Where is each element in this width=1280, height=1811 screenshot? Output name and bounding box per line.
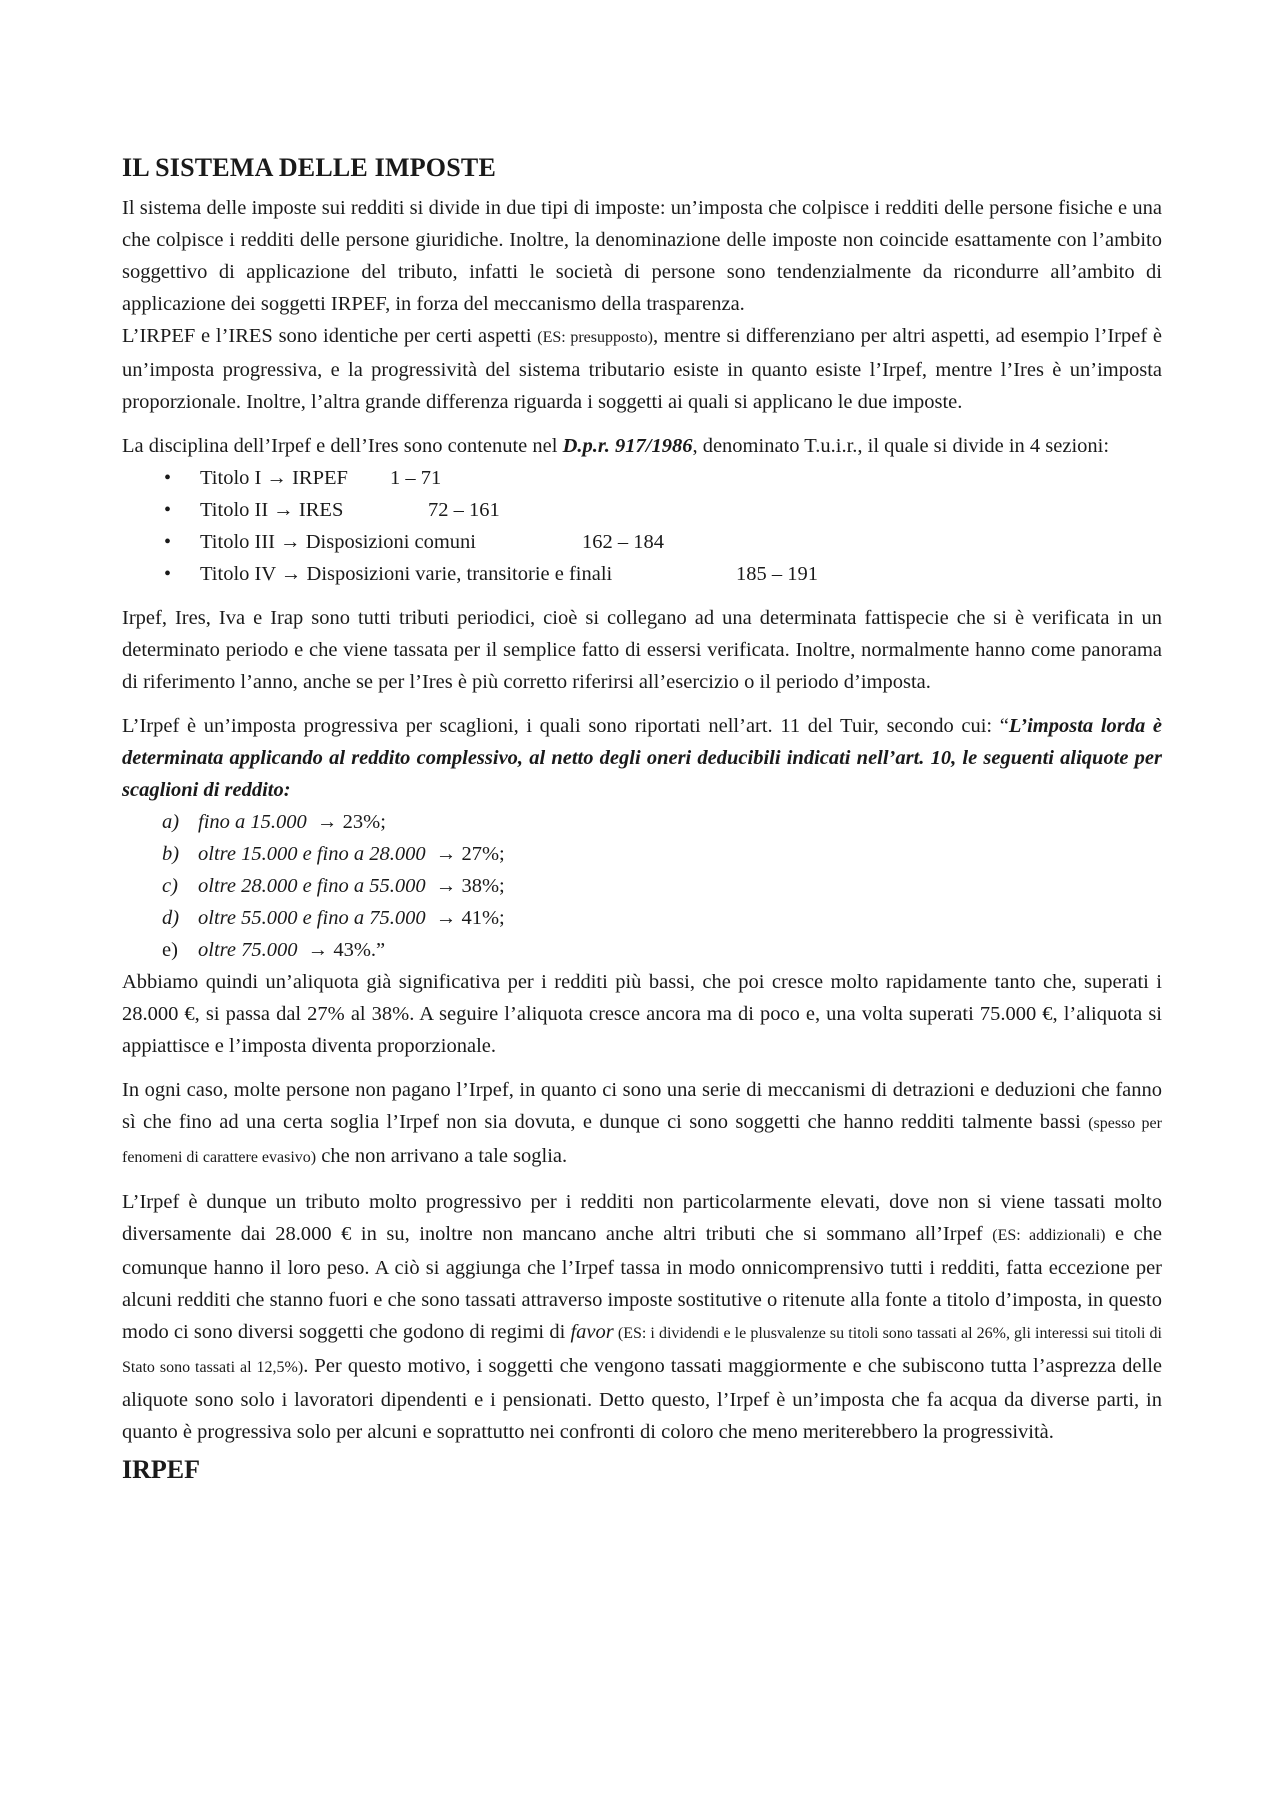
inline-note: (ES: i dividendi e le plusvalenze su titoli sono tassati al 26%, gli interessi sui titoli di Stato sono tassati al 12,5%) (122, 1325, 1162, 1376)
list-item (164, 526, 1162, 558)
document-page (122, 150, 1162, 1488)
paragraph-rate-analysis (122, 966, 1162, 1062)
list-item (162, 870, 1162, 902)
inline-note: (ES: presupposto) (537, 329, 653, 346)
paragraph-periodic-taxes (122, 602, 1162, 698)
bracket-text: oltre 15.000 e fino a 28.000 (198, 843, 426, 865)
text-segment: , denominato T.u.i.r., il quale si divide in 4 sezioni: (692, 435, 1110, 457)
section-label: Titolo IV → Disposizioni varie, transitorie e finali (200, 563, 613, 585)
bracket-rate: → 23%; (317, 811, 386, 833)
paragraph-progressivity (122, 1186, 1162, 1448)
section-range: 162 – 184 (582, 531, 664, 553)
text-segment: La disciplina dell’Irpef e dell’Ires sono contenute nel (122, 435, 563, 457)
paragraph-intro (122, 192, 1162, 320)
bracket-rate: → 27%; (435, 843, 505, 865)
bracket-rate: → 41%; (435, 907, 505, 929)
section-label: Titolo I → IRPEF (200, 467, 348, 489)
item-marker: a) (162, 811, 180, 833)
list-item (164, 462, 1162, 494)
inline-note: (ES: addizionali) (992, 1227, 1106, 1244)
text-segment: L’IRPEF e l’IRES sono identiche per certi aspetti (122, 325, 538, 347)
bracket-text: oltre 28.000 e fino a 55.000 (198, 875, 426, 897)
text-segment: e che comunque hanno il loro peso. A ciò si aggiunga che l’Irpef tassa in modo onnicomprensivo tutti i redditi, fatta eccezione per alcuni redditi che stanno fuori e che sono tassati attraverso imposte sostitutive o ritenute alla fonte a titolo d’imposta, in questo modo ci sono diversi soggetti che godono di regimi di (122, 1223, 1163, 1343)
item-marker: e) (162, 939, 178, 961)
text-segment: In ogni caso, molte persone non pagano l’Irpef, in quanto ci sono una serie di meccanismi di detrazioni e deduzioni che fanno sì che fino ad una certa soglia l’Irpef non sia dovuta, e dunque ci sono soggetti che hanno redditi talmente bassi (122, 1079, 1162, 1133)
item-marker: b) (162, 843, 180, 865)
page-title: IL SISTEMA DELLE IMPOSTE (122, 153, 496, 182)
text-segment: . Per questo motivo, i soggetti che vengono tassati maggiormente e che subiscono tutta l’asprezza delle aliquote sono solo i lavoratori dipendenti e i pensionati. Detto questo, l’Irpef è un’imposta che fa acqua da diverse parti, in quanto è progressiva solo per alcuni e soprattutto nei confronti di coloro che meno meriterebbero la progressività. (122, 1355, 1163, 1443)
bracket-text: oltre 75.000 (198, 939, 298, 961)
text-segment: , mentre si differenziano per altri aspetti, ad esempio l’Irpef è un’imposta progressiva, e la progressività del sistema tributario esiste in quanto esiste l’Irpef, mentre l’Ires è un’imposta proporzionale. Inoltre, l’altra grande differenza riguarda i soggetti ai quali si applicano le due imposte. (122, 325, 1162, 413)
inline-note: (spesso per fenomeni di carattere evasivo) (122, 1115, 1162, 1166)
list-item (164, 558, 1162, 590)
list-item (162, 934, 1162, 966)
section-heading: IRPEF (122, 1455, 200, 1484)
bracket-rate: → 38%; (435, 875, 505, 897)
paragraph-irpef-ires (122, 320, 1162, 418)
text-segment: che non arrivano a tale soglia. (316, 1145, 568, 1167)
item-marker: d) (162, 907, 180, 929)
paragraph-tuir (122, 430, 1162, 462)
text-segment: Irpef, Ires, Iva e Irap sono tutti tributi periodici, cioè si collegano ad una determinata fattispecie che si è verificata in un determinato periodo e che viene tassata per il semplice fatto di essersi verificata. Inoltre, normalmente hanno come panorama di riferimento l’anno, anche se per l’Ires è più corretto riferirsi all’esercizio o il periodo d’imposta. (122, 607, 1162, 693)
section-range: 72 – 161 (428, 499, 500, 521)
text-segment: L’Irpef è un’imposta progressiva per scaglioni, i quali sono riportati nell’art. 11 del Tuir, secondo cui: “ (122, 715, 1009, 737)
list-item (162, 838, 1162, 870)
paragraph-brackets (122, 710, 1162, 806)
bracket-rate: → 43%.” (307, 939, 386, 961)
section-label: Titolo III → Disposizioni comuni (200, 531, 476, 553)
section-range: 1 – 71 (390, 467, 442, 489)
bracket-text: fino a 15.000 (198, 811, 307, 833)
text-segment: Abbiamo quindi un’aliquota già significativa per i redditi più bassi, che poi cresce molto rapidamente tanto che, superati i 28.000 €, si passa dal 27% al 38%. A seguire l’aliquota cresce ancora ma di poco e, una volta superati 75.000 €, l’aliquota si appiattisce e l’imposta diventa proporzionale. (122, 971, 1162, 1057)
section-range: 185 – 191 (736, 563, 818, 585)
list-item (162, 806, 1162, 838)
tax-brackets-list (122, 806, 1162, 966)
text-segment: L’Irpef è dunque un tributo molto progressivo per i redditi non particolarmente elevati, dove non si viene tassati molto diversamente dai 28.000 € in su, inoltre non mancano anche altri tributi che si sommano all’Irpef (122, 1191, 1162, 1245)
section-label: Titolo II → IRES (200, 499, 344, 521)
item-marker: c) (162, 875, 178, 897)
italic-term: favor (570, 1321, 614, 1343)
list-item (164, 494, 1162, 526)
bracket-text: oltre 55.000 e fino a 75.000 (198, 907, 426, 929)
paragraph-intro-text: Il sistema delle imposte sui redditi si divide in due tipi di imposte: un’imposta che colpisce i redditi delle persone fisiche e una che colpisce i redditi delle persone giuridiche. Inoltre, la denominazione delle imposte non coincide esattamente con l’ambito soggettivo di applicazione del tributo, infatti le società di persone sono tendenzialmente da ricondurre all’ambito di applicazione dei soggetti IRPEF, in forza del meccanismo della trasparenza. (122, 197, 1162, 315)
paragraph-thresholds (122, 1074, 1162, 1174)
list-item (162, 902, 1162, 934)
tuir-sections-list (122, 462, 1162, 590)
law-reference: D.p.r. 917/1986 (562, 435, 693, 457)
law-quote: L’imposta lorda è determinata applicando al reddito complessivo, al netto degli oneri deducibili indicati nell’art. 10, le seguenti aliquote per scaglioni di reddito: (122, 715, 1162, 801)
